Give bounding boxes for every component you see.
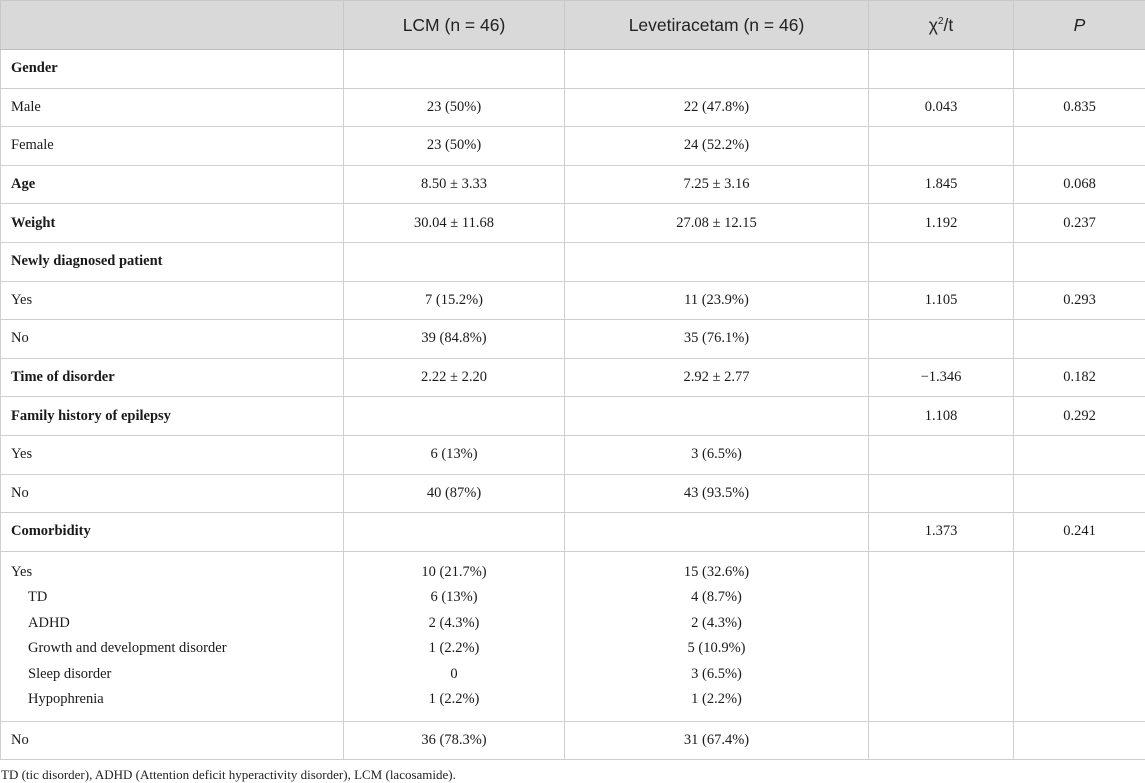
table-row: [1, 281, 1145, 320]
lev-cell: 15 (32.6%): [565, 560, 868, 586]
row-label: Family history of epilepsy: [1, 397, 344, 436]
header-variable: [1, 1, 344, 50]
table-row: [1, 513, 1145, 552]
lcm-cell: 1 (2.2%): [344, 687, 564, 713]
lcm-cell: 7 (15.2%): [344, 281, 565, 320]
row-label: No: [1, 721, 344, 760]
p-cell: [1014, 474, 1145, 513]
table-row: [1, 435, 1145, 474]
row-label: Male: [1, 88, 344, 127]
table-row: [1, 50, 1145, 89]
lcm-cell: 1 (2.2%): [344, 636, 564, 662]
p-cell: [1014, 435, 1145, 474]
stat-symbol: χ: [929, 15, 938, 35]
table-header: [1, 1, 1145, 50]
stat-cell: [869, 474, 1014, 513]
header-row: [1, 1, 1145, 50]
lcm-cell: 2 (4.3%): [344, 611, 564, 637]
comorbidity-label: Sleep disorder: [11, 662, 343, 688]
lcm-cell: 40 (87%): [344, 474, 565, 513]
stat-cell: 1.845: [869, 165, 1014, 204]
row-label: No: [1, 320, 344, 359]
stat-cell: [869, 242, 1014, 281]
comorbidity-label: ADHD: [11, 611, 343, 637]
p-cell: 0.068: [1014, 165, 1145, 204]
lev-cell: [565, 513, 869, 552]
stat-cell: [869, 551, 1014, 721]
lev-cell: 11 (23.9%): [565, 281, 869, 320]
header-levetiracetam: Levetiracetam (n = 46): [565, 1, 869, 50]
p-cell: [1014, 551, 1145, 721]
lev-cell: 27.08 ± 12.15: [565, 204, 869, 243]
comorbidity-lcm-values: [344, 551, 565, 721]
p-cell: [1014, 721, 1145, 760]
lcm-cell: 8.50 ± 3.33: [344, 165, 565, 204]
stat-cell: −1.346: [869, 358, 1014, 397]
header-p-value: [1014, 1, 1145, 50]
table-row: [1, 358, 1145, 397]
comorbidity-labels: [1, 551, 344, 721]
lev-cell: 31 (67.4%): [565, 721, 869, 760]
p-cell: [1014, 242, 1145, 281]
comorbidity-label: Growth and development disorder: [11, 636, 343, 662]
table-body: [1, 50, 1145, 760]
p-cell: 0.835: [1014, 88, 1145, 127]
lcm-cell: [344, 50, 565, 89]
stat-cell: 1.192: [869, 204, 1014, 243]
table-row: [1, 127, 1145, 166]
table-row: [1, 242, 1145, 281]
p-cell: [1014, 50, 1145, 89]
table-row: [1, 165, 1145, 204]
stat-cell: [869, 320, 1014, 359]
p-cell: 0.241: [1014, 513, 1145, 552]
stat-cell: 1.373: [869, 513, 1014, 552]
row-label: Gender: [1, 50, 344, 89]
table-row: [1, 721, 1145, 760]
header-statistic: [869, 1, 1014, 50]
lcm-cell: 2.22 ± 2.20: [344, 358, 565, 397]
lcm-cell: 23 (50%): [344, 127, 565, 166]
comorbidity-label: TD: [11, 585, 343, 611]
comorbidity-yes-row: [1, 551, 1145, 721]
row-label: No: [1, 474, 344, 513]
lev-cell: 1 (2.2%): [565, 687, 868, 713]
lev-cell: [565, 242, 869, 281]
lev-cell: [565, 397, 869, 436]
row-label: Comorbidity: [1, 513, 344, 552]
p-label: P: [1074, 15, 1086, 35]
row-label: Female: [1, 127, 344, 166]
lev-cell: 22 (47.8%): [565, 88, 869, 127]
lcm-cell: 23 (50%): [344, 88, 565, 127]
table-row: [1, 397, 1145, 436]
lev-cell: 5 (10.9%): [565, 636, 868, 662]
lev-cell: 7.25 ± 3.16: [565, 165, 869, 204]
comorbidity-label: Yes: [11, 560, 343, 586]
lcm-cell: 36 (78.3%): [344, 721, 565, 760]
comorbidity-lev-values: [565, 551, 869, 721]
lev-cell: 4 (8.7%): [565, 585, 868, 611]
p-cell: 0.182: [1014, 358, 1145, 397]
lev-cell: 35 (76.1%): [565, 320, 869, 359]
row-label: Weight: [1, 204, 344, 243]
stat-superscript: 2: [938, 16, 944, 27]
table-row: [1, 320, 1145, 359]
stat-cell: [869, 721, 1014, 760]
table-row: [1, 474, 1145, 513]
stat-cell: 1.105: [869, 281, 1014, 320]
lcm-cell: 6 (13%): [344, 435, 565, 474]
row-label: Age: [1, 165, 344, 204]
lcm-cell: 0: [344, 662, 564, 688]
lcm-cell: 6 (13%): [344, 585, 564, 611]
table-row: [1, 204, 1145, 243]
stat-suffix: /t: [944, 15, 954, 35]
table-row: [1, 88, 1145, 127]
p-cell: [1014, 320, 1145, 359]
p-cell: 0.237: [1014, 204, 1145, 243]
stat-cell: [869, 435, 1014, 474]
p-cell: 0.293: [1014, 281, 1145, 320]
lcm-cell: [344, 242, 565, 281]
lev-cell: 2.92 ± 2.77: [565, 358, 869, 397]
lcm-cell: 10 (21.7%): [344, 560, 564, 586]
lcm-cell: [344, 513, 565, 552]
stat-cell: [869, 50, 1014, 89]
lcm-cell: 30.04 ± 11.68: [344, 204, 565, 243]
lev-cell: 3 (6.5%): [565, 435, 869, 474]
stat-cell: 0.043: [869, 88, 1014, 127]
row-label: Yes: [1, 435, 344, 474]
lev-cell: 24 (52.2%): [565, 127, 869, 166]
stat-cell: 1.108: [869, 397, 1014, 436]
lev-cell: [565, 50, 869, 89]
lcm-cell: [344, 397, 565, 436]
lcm-cell: 39 (84.8%): [344, 320, 565, 359]
table-footnote: TD (tic disorder), ADHD (Attention deficit hyperactivity disorder), LCM (lacosamide).: [0, 760, 1145, 783]
p-cell: [1014, 127, 1145, 166]
row-label: Time of disorder: [1, 358, 344, 397]
lev-cell: 3 (6.5%): [565, 662, 868, 688]
lev-cell: 43 (93.5%): [565, 474, 869, 513]
row-label: Newly diagnosed patient: [1, 242, 344, 281]
lev-cell: 2 (4.3%): [565, 611, 868, 637]
comorbidity-label: Hypophrenia: [11, 687, 343, 713]
p-cell: 0.292: [1014, 397, 1145, 436]
header-lcm: LCM (n = 46): [344, 1, 565, 50]
stat-cell: [869, 127, 1014, 166]
row-label: Yes: [1, 281, 344, 320]
